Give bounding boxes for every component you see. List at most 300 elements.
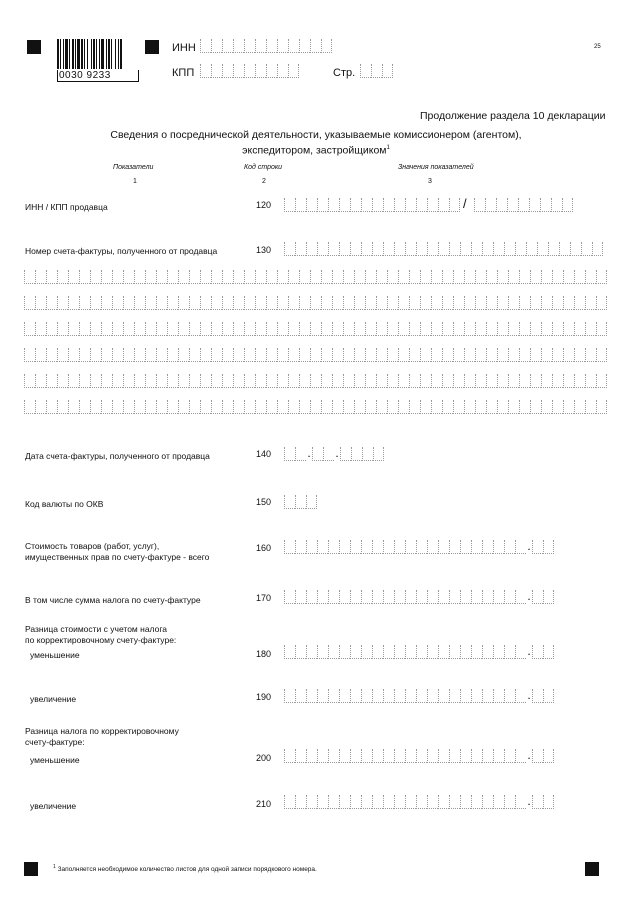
amount-fraction-cell[interactable] xyxy=(532,749,543,763)
input-cell[interactable] xyxy=(398,270,409,284)
input-cell[interactable] xyxy=(585,400,596,414)
input-cell[interactable] xyxy=(112,348,123,362)
input-cell[interactable] xyxy=(471,242,482,256)
input-cell[interactable] xyxy=(57,348,68,362)
invoice-date-cells[interactable] xyxy=(284,447,384,461)
amount-integer-cell[interactable] xyxy=(306,749,317,763)
input-cell[interactable] xyxy=(332,374,343,388)
amount-integer-cell[interactable] xyxy=(460,689,471,703)
input-cell[interactable] xyxy=(453,348,464,362)
input-cell[interactable] xyxy=(361,242,372,256)
amount-integer-cell[interactable] xyxy=(482,749,493,763)
input-cell[interactable] xyxy=(222,374,233,388)
amount-integer-cell[interactable] xyxy=(493,689,504,703)
amount-integer-cell[interactable] xyxy=(438,540,449,554)
input-cell[interactable] xyxy=(383,198,394,212)
amount-integer-cell[interactable] xyxy=(350,749,361,763)
amount-integer-cell[interactable] xyxy=(427,689,438,703)
input-cell[interactable] xyxy=(222,39,233,53)
input-cell[interactable] xyxy=(570,242,581,256)
input-cell[interactable] xyxy=(284,495,295,509)
amount-integer-cell[interactable] xyxy=(361,590,372,604)
input-cell[interactable] xyxy=(387,296,398,310)
amount-integer-cell[interactable] xyxy=(394,795,405,809)
input-cell[interactable] xyxy=(497,400,508,414)
input-cell[interactable] xyxy=(200,296,211,310)
amount-integer-cell[interactable] xyxy=(405,749,416,763)
input-cell[interactable] xyxy=(453,374,464,388)
input-cell[interactable] xyxy=(475,374,486,388)
input-cell[interactable] xyxy=(332,348,343,362)
amount-integer-cell[interactable] xyxy=(350,645,361,659)
amount-integer-cell[interactable] xyxy=(471,795,482,809)
input-cell[interactable] xyxy=(376,270,387,284)
input-cell[interactable] xyxy=(497,322,508,336)
amount-integer-cell[interactable] xyxy=(493,645,504,659)
input-cell[interactable] xyxy=(321,322,332,336)
amount-integer-cell[interactable] xyxy=(394,689,405,703)
input-cell[interactable] xyxy=(145,348,156,362)
input-cell[interactable] xyxy=(167,270,178,284)
input-cell[interactable] xyxy=(79,400,90,414)
input-cell[interactable] xyxy=(387,322,398,336)
input-cell[interactable] xyxy=(420,270,431,284)
input-cell[interactable] xyxy=(552,348,563,362)
input-cell[interactable] xyxy=(134,374,145,388)
amount-integer-cell[interactable] xyxy=(350,590,361,604)
input-cell[interactable] xyxy=(295,495,306,509)
amount-integer-cell[interactable] xyxy=(383,749,394,763)
input-cell[interactable] xyxy=(211,270,222,284)
tax-decrease-cells[interactable] xyxy=(284,749,554,763)
input-cell[interactable] xyxy=(409,374,420,388)
input-cell[interactable] xyxy=(559,242,570,256)
input-cell[interactable] xyxy=(90,374,101,388)
input-cell[interactable] xyxy=(376,322,387,336)
kpp-cells[interactable] xyxy=(200,64,299,78)
input-cell[interactable] xyxy=(519,374,530,388)
input-cell[interactable] xyxy=(277,296,288,310)
amount-integer-cell[interactable] xyxy=(416,689,427,703)
input-cell[interactable] xyxy=(295,242,306,256)
input-cell[interactable] xyxy=(405,242,416,256)
input-cell[interactable] xyxy=(200,400,211,414)
input-cell[interactable] xyxy=(519,322,530,336)
input-cell[interactable] xyxy=(244,374,255,388)
input-cell[interactable] xyxy=(310,296,321,310)
input-cell[interactable] xyxy=(529,198,540,212)
input-cell[interactable] xyxy=(383,242,394,256)
amount-fraction-cell[interactable] xyxy=(532,645,543,659)
amount-integer-cell[interactable] xyxy=(372,689,383,703)
input-cell[interactable] xyxy=(376,374,387,388)
input-cell[interactable] xyxy=(530,400,541,414)
amount-integer-cell[interactable] xyxy=(438,689,449,703)
input-cell[interactable] xyxy=(134,322,145,336)
input-cell[interactable] xyxy=(442,270,453,284)
input-cell[interactable] xyxy=(585,322,596,336)
amount-integer-cell[interactable] xyxy=(493,540,504,554)
input-cell[interactable] xyxy=(409,322,420,336)
input-cell[interactable] xyxy=(427,242,438,256)
input-cell[interactable] xyxy=(68,296,79,310)
input-cell[interactable] xyxy=(321,39,332,53)
input-cell[interactable] xyxy=(266,374,277,388)
amount-integer-cell[interactable] xyxy=(460,645,471,659)
input-cell[interactable] xyxy=(321,374,332,388)
input-cell[interactable] xyxy=(343,296,354,310)
input-cell[interactable] xyxy=(343,322,354,336)
date-month-cell[interactable] xyxy=(323,447,334,461)
input-cell[interactable] xyxy=(354,270,365,284)
input-cell[interactable] xyxy=(321,400,332,414)
input-cell[interactable] xyxy=(486,374,497,388)
input-cell[interactable] xyxy=(134,296,145,310)
amount-integer-cell[interactable] xyxy=(449,689,460,703)
amount-integer-cell[interactable] xyxy=(328,749,339,763)
input-cell[interactable] xyxy=(552,296,563,310)
input-cell[interactable] xyxy=(288,400,299,414)
input-cell[interactable] xyxy=(134,270,145,284)
amount-integer-cell[interactable] xyxy=(295,590,306,604)
input-cell[interactable] xyxy=(354,348,365,362)
input-cell[interactable] xyxy=(365,322,376,336)
amount-fraction-cell[interactable] xyxy=(543,590,554,604)
date-year-cell[interactable] xyxy=(340,447,351,461)
input-cell[interactable] xyxy=(486,270,497,284)
date-year-cell[interactable] xyxy=(362,447,373,461)
invoice-number-cells-line-2[interactable] xyxy=(24,270,607,284)
input-cell[interactable] xyxy=(431,270,442,284)
input-cell[interactable] xyxy=(475,322,486,336)
input-cell[interactable] xyxy=(57,322,68,336)
input-cell[interactable] xyxy=(332,400,343,414)
invoice-number-cells-line-4[interactable] xyxy=(24,322,607,336)
input-cell[interactable] xyxy=(178,400,189,414)
amount-integer-cell[interactable] xyxy=(471,749,482,763)
input-cell[interactable] xyxy=(541,296,552,310)
amount-integer-cell[interactable] xyxy=(383,590,394,604)
input-cell[interactable] xyxy=(420,374,431,388)
input-cell[interactable] xyxy=(46,348,57,362)
input-cell[interactable] xyxy=(354,400,365,414)
input-cell[interactable] xyxy=(24,322,35,336)
input-cell[interactable] xyxy=(46,270,57,284)
amount-integer-cell[interactable] xyxy=(416,590,427,604)
input-cell[interactable] xyxy=(79,270,90,284)
input-cell[interactable] xyxy=(343,400,354,414)
input-cell[interactable] xyxy=(167,322,178,336)
input-cell[interactable] xyxy=(321,296,332,310)
input-cell[interactable] xyxy=(596,348,607,362)
amount-integer-cell[interactable] xyxy=(372,540,383,554)
amount-integer-cell[interactable] xyxy=(284,749,295,763)
amount-integer-cell[interactable] xyxy=(361,795,372,809)
amount-integer-cell[interactable] xyxy=(394,645,405,659)
input-cell[interactable] xyxy=(68,322,79,336)
amount-integer-cell[interactable] xyxy=(361,689,372,703)
input-cell[interactable] xyxy=(592,242,603,256)
amount-integer-cell[interactable] xyxy=(295,540,306,554)
amount-integer-cell[interactable] xyxy=(372,795,383,809)
amount-integer-cell[interactable] xyxy=(515,590,526,604)
input-cell[interactable] xyxy=(508,322,519,336)
input-cell[interactable] xyxy=(354,374,365,388)
input-cell[interactable] xyxy=(416,242,427,256)
input-cell[interactable] xyxy=(438,198,449,212)
amount-integer-cell[interactable] xyxy=(460,590,471,604)
input-cell[interactable] xyxy=(178,348,189,362)
amount-integer-cell[interactable] xyxy=(504,689,515,703)
amount-integer-cell[interactable] xyxy=(482,689,493,703)
input-cell[interactable] xyxy=(24,348,35,362)
input-cell[interactable] xyxy=(563,348,574,362)
input-cell[interactable] xyxy=(310,348,321,362)
date-day-cell[interactable] xyxy=(295,447,306,461)
input-cell[interactable] xyxy=(90,348,101,362)
input-cell[interactable] xyxy=(339,198,350,212)
input-cell[interactable] xyxy=(288,39,299,53)
amount-integer-cell[interactable] xyxy=(394,590,405,604)
input-cell[interactable] xyxy=(46,374,57,388)
input-cell[interactable] xyxy=(178,322,189,336)
amount-integer-cell[interactable] xyxy=(394,540,405,554)
input-cell[interactable] xyxy=(288,296,299,310)
input-cell[interactable] xyxy=(189,270,200,284)
input-cell[interactable] xyxy=(387,270,398,284)
input-cell[interactable] xyxy=(145,322,156,336)
input-cell[interactable] xyxy=(255,39,266,53)
amount-integer-cell[interactable] xyxy=(317,749,328,763)
tax-amount-cells[interactable] xyxy=(284,590,554,604)
input-cell[interactable] xyxy=(552,322,563,336)
input-cell[interactable] xyxy=(255,270,266,284)
input-cell[interactable] xyxy=(563,322,574,336)
input-cell[interactable] xyxy=(68,270,79,284)
input-cell[interactable] xyxy=(332,322,343,336)
input-cell[interactable] xyxy=(596,270,607,284)
input-cell[interactable] xyxy=(24,270,35,284)
amount-integer-cell[interactable] xyxy=(438,645,449,659)
amount-integer-cell[interactable] xyxy=(328,645,339,659)
input-cell[interactable] xyxy=(382,64,393,78)
amount-integer-cell[interactable] xyxy=(350,689,361,703)
input-cell[interactable] xyxy=(563,270,574,284)
input-cell[interactable] xyxy=(442,322,453,336)
input-cell[interactable] xyxy=(596,296,607,310)
input-cell[interactable] xyxy=(178,296,189,310)
amount-integer-cell[interactable] xyxy=(350,540,361,554)
amount-integer-cell[interactable] xyxy=(383,795,394,809)
input-cell[interactable] xyxy=(211,374,222,388)
input-cell[interactable] xyxy=(266,296,277,310)
amount-fraction-cell[interactable] xyxy=(543,749,554,763)
input-cell[interactable] xyxy=(222,64,233,78)
amount-integer-cell[interactable] xyxy=(460,749,471,763)
input-cell[interactable] xyxy=(317,242,328,256)
input-cell[interactable] xyxy=(266,348,277,362)
input-cell[interactable] xyxy=(244,39,255,53)
input-cell[interactable] xyxy=(57,374,68,388)
input-cell[interactable] xyxy=(123,400,134,414)
amount-integer-cell[interactable] xyxy=(427,645,438,659)
input-cell[interactable] xyxy=(519,400,530,414)
input-cell[interactable] xyxy=(90,322,101,336)
input-cell[interactable] xyxy=(394,242,405,256)
amount-integer-cell[interactable] xyxy=(328,795,339,809)
input-cell[interactable] xyxy=(310,400,321,414)
amount-integer-cell[interactable] xyxy=(317,590,328,604)
amount-integer-cell[interactable] xyxy=(372,590,383,604)
input-cell[interactable] xyxy=(343,270,354,284)
input-cell[interactable] xyxy=(101,270,112,284)
input-cell[interactable] xyxy=(339,242,350,256)
amount-integer-cell[interactable] xyxy=(504,749,515,763)
amount-integer-cell[interactable] xyxy=(427,795,438,809)
input-cell[interactable] xyxy=(431,348,442,362)
input-cell[interactable] xyxy=(376,296,387,310)
input-cell[interactable] xyxy=(277,374,288,388)
input-cell[interactable] xyxy=(79,374,90,388)
input-cell[interactable] xyxy=(453,400,464,414)
input-cell[interactable] xyxy=(211,64,222,78)
input-cell[interactable] xyxy=(277,64,288,78)
input-cell[interactable] xyxy=(101,348,112,362)
invoice-number-cells-line-7[interactable] xyxy=(24,400,607,414)
input-cell[interactable] xyxy=(277,270,288,284)
date-year-cell[interactable] xyxy=(373,447,384,461)
amount-integer-cell[interactable] xyxy=(405,540,416,554)
amount-fraction-cell[interactable] xyxy=(543,540,554,554)
input-cell[interactable] xyxy=(493,242,504,256)
input-cell[interactable] xyxy=(596,400,607,414)
input-cell[interactable] xyxy=(112,322,123,336)
amount-integer-cell[interactable] xyxy=(471,689,482,703)
amount-integer-cell[interactable] xyxy=(427,749,438,763)
input-cell[interactable] xyxy=(167,400,178,414)
input-cell[interactable] xyxy=(200,374,211,388)
input-cell[interactable] xyxy=(581,242,592,256)
input-cell[interactable] xyxy=(585,374,596,388)
input-cell[interactable] xyxy=(295,198,306,212)
input-cell[interactable] xyxy=(79,348,90,362)
input-cell[interactable] xyxy=(574,322,585,336)
amount-integer-cell[interactable] xyxy=(416,540,427,554)
amount-fraction-cell[interactable] xyxy=(532,590,543,604)
input-cell[interactable] xyxy=(387,400,398,414)
input-cell[interactable] xyxy=(438,242,449,256)
input-cell[interactable] xyxy=(398,374,409,388)
input-cell[interactable] xyxy=(222,322,233,336)
amount-integer-cell[interactable] xyxy=(372,645,383,659)
input-cell[interactable] xyxy=(442,400,453,414)
input-cell[interactable] xyxy=(299,322,310,336)
input-cell[interactable] xyxy=(596,322,607,336)
amount-integer-cell[interactable] xyxy=(339,689,350,703)
input-cell[interactable] xyxy=(233,348,244,362)
input-cell[interactable] xyxy=(299,270,310,284)
amount-integer-cell[interactable] xyxy=(427,590,438,604)
date-year-cell[interactable] xyxy=(351,447,362,461)
amount-integer-cell[interactable] xyxy=(438,795,449,809)
input-cell[interactable] xyxy=(420,400,431,414)
input-cell[interactable] xyxy=(266,400,277,414)
input-cell[interactable] xyxy=(145,400,156,414)
date-month-cell[interactable] xyxy=(312,447,323,461)
amount-integer-cell[interactable] xyxy=(361,749,372,763)
amount-integer-cell[interactable] xyxy=(416,795,427,809)
input-cell[interactable] xyxy=(112,296,123,310)
input-cell[interactable] xyxy=(486,348,497,362)
amount-integer-cell[interactable] xyxy=(515,540,526,554)
input-cell[interactable] xyxy=(497,374,508,388)
cost-increase-cells[interactable] xyxy=(284,689,554,703)
input-cell[interactable] xyxy=(35,348,46,362)
input-cell[interactable] xyxy=(156,270,167,284)
input-cell[interactable] xyxy=(398,322,409,336)
input-cell[interactable] xyxy=(574,400,585,414)
input-cell[interactable] xyxy=(266,322,277,336)
total-cost-cells[interactable] xyxy=(284,540,554,554)
input-cell[interactable] xyxy=(563,374,574,388)
input-cell[interactable] xyxy=(552,374,563,388)
currency-code-cells[interactable] xyxy=(284,495,317,509)
input-cell[interactable] xyxy=(350,242,361,256)
input-cell[interactable] xyxy=(178,270,189,284)
input-cell[interactable] xyxy=(398,296,409,310)
input-cell[interactable] xyxy=(537,242,548,256)
input-cell[interactable] xyxy=(574,348,585,362)
input-cell[interactable] xyxy=(464,374,475,388)
input-cell[interactable] xyxy=(405,198,416,212)
amount-integer-cell[interactable] xyxy=(328,540,339,554)
input-cell[interactable] xyxy=(123,348,134,362)
input-cell[interactable] xyxy=(508,270,519,284)
amount-integer-cell[interactable] xyxy=(394,749,405,763)
input-cell[interactable] xyxy=(508,374,519,388)
input-cell[interactable] xyxy=(431,400,442,414)
amount-integer-cell[interactable] xyxy=(405,689,416,703)
input-cell[interactable] xyxy=(596,374,607,388)
input-cell[interactable] xyxy=(145,374,156,388)
input-cell[interactable] xyxy=(288,322,299,336)
input-cell[interactable] xyxy=(266,64,277,78)
amount-integer-cell[interactable] xyxy=(284,590,295,604)
input-cell[interactable] xyxy=(244,400,255,414)
input-cell[interactable] xyxy=(244,64,255,78)
amount-integer-cell[interactable] xyxy=(317,689,328,703)
input-cell[interactable] xyxy=(530,296,541,310)
amount-integer-cell[interactable] xyxy=(471,590,482,604)
input-cell[interactable] xyxy=(189,296,200,310)
amount-fraction-cell[interactable] xyxy=(543,795,554,809)
input-cell[interactable] xyxy=(585,270,596,284)
amount-integer-cell[interactable] xyxy=(482,645,493,659)
input-cell[interactable] xyxy=(277,348,288,362)
input-cell[interactable] xyxy=(541,348,552,362)
input-cell[interactable] xyxy=(134,400,145,414)
input-cell[interactable] xyxy=(365,374,376,388)
amount-integer-cell[interactable] xyxy=(438,749,449,763)
input-cell[interactable] xyxy=(244,348,255,362)
amount-integer-cell[interactable] xyxy=(317,795,328,809)
input-cell[interactable] xyxy=(288,374,299,388)
amount-integer-cell[interactable] xyxy=(295,645,306,659)
input-cell[interactable] xyxy=(299,374,310,388)
input-cell[interactable] xyxy=(145,270,156,284)
input-cell[interactable] xyxy=(156,322,167,336)
input-cell[interactable] xyxy=(101,400,112,414)
